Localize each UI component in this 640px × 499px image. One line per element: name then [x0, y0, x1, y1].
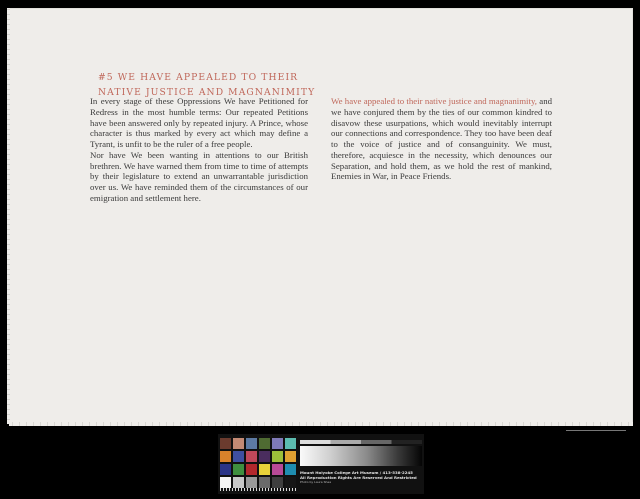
color-swatch [285, 451, 296, 462]
right-paragraph-text: and we have conjured them by the ties of our common kindred to disavow these usurpations, which would inevitably interrupt our connections and correspondence. They too have been deaf to the voice of justice and of consanguinity. We must, therefore, acquiesce in the necessity, which denounces our Separation, and hold them, as we hold the rest of mankind, Enemies in War, in Peace Friends. [331, 96, 552, 182]
credit-line-2: All Reproduction Rights Are Reserved And Restricted [300, 475, 417, 480]
color-swatch [233, 451, 244, 462]
color-swatch [259, 438, 270, 449]
color-swatch [220, 438, 231, 449]
color-swatch [246, 451, 257, 462]
scale-ruler [220, 488, 298, 491]
color-swatch [246, 464, 257, 475]
heading-line-2: NATIVE JUSTICE AND MAGNANIMITY [98, 87, 316, 98]
left-paragraph-1: In every stage of these Oppressions We have Petitioned for Redress in the most humble terms: Our repeated Petitions have been answered only by repeated injury. A Prince, whose character is thus marked by every act which may define a Tyrant, is unfit to be the ruler of a free people. [90, 96, 308, 149]
right-paragraph [331, 96, 552, 182]
highlighted-phrase: We have appealed to their native justice and magnanimity, [331, 96, 537, 106]
color-swatch [259, 451, 270, 462]
color-swatch [272, 451, 283, 462]
museum-credit [300, 470, 422, 485]
color-swatch [272, 438, 283, 449]
color-swatch-grid [220, 438, 298, 488]
left-column [90, 96, 308, 204]
color-swatch [220, 477, 231, 488]
color-swatch [285, 438, 296, 449]
grayscale-gradient-bar [300, 446, 422, 466]
right-column [331, 96, 552, 182]
color-swatch [259, 477, 270, 488]
color-swatch [272, 477, 283, 488]
credit-line-1: Mount Holyoke College Art Museum / 413-538-2245 [300, 470, 413, 475]
color-calibration-card [218, 434, 424, 494]
color-swatch [233, 464, 244, 475]
paper-sheet [9, 8, 633, 424]
color-swatch [220, 464, 231, 475]
color-swatch [259, 464, 270, 475]
credit-line-3: Photo by Laura Shea [300, 480, 332, 484]
scan-edge-line [566, 430, 626, 431]
color-swatch [272, 464, 283, 475]
color-swatch [220, 451, 231, 462]
color-swatch [233, 438, 244, 449]
color-swatch [246, 477, 257, 488]
color-swatch [285, 464, 296, 475]
color-swatch [246, 438, 257, 449]
heading-line-1: #5 WE HAVE APPEALED TO THEIR [98, 72, 299, 83]
gray-step-strip [300, 440, 422, 444]
color-swatch [233, 477, 244, 488]
left-paragraph-2: Nor have We been wanting in attentions to our British brethren. We have warned them from time to time of attempts by their legislature to extend an unwarrantable jurisdiction over us. We have reminded them of the circumstances of our emigration and settlement here. [90, 149, 308, 203]
color-swatch [285, 477, 296, 488]
